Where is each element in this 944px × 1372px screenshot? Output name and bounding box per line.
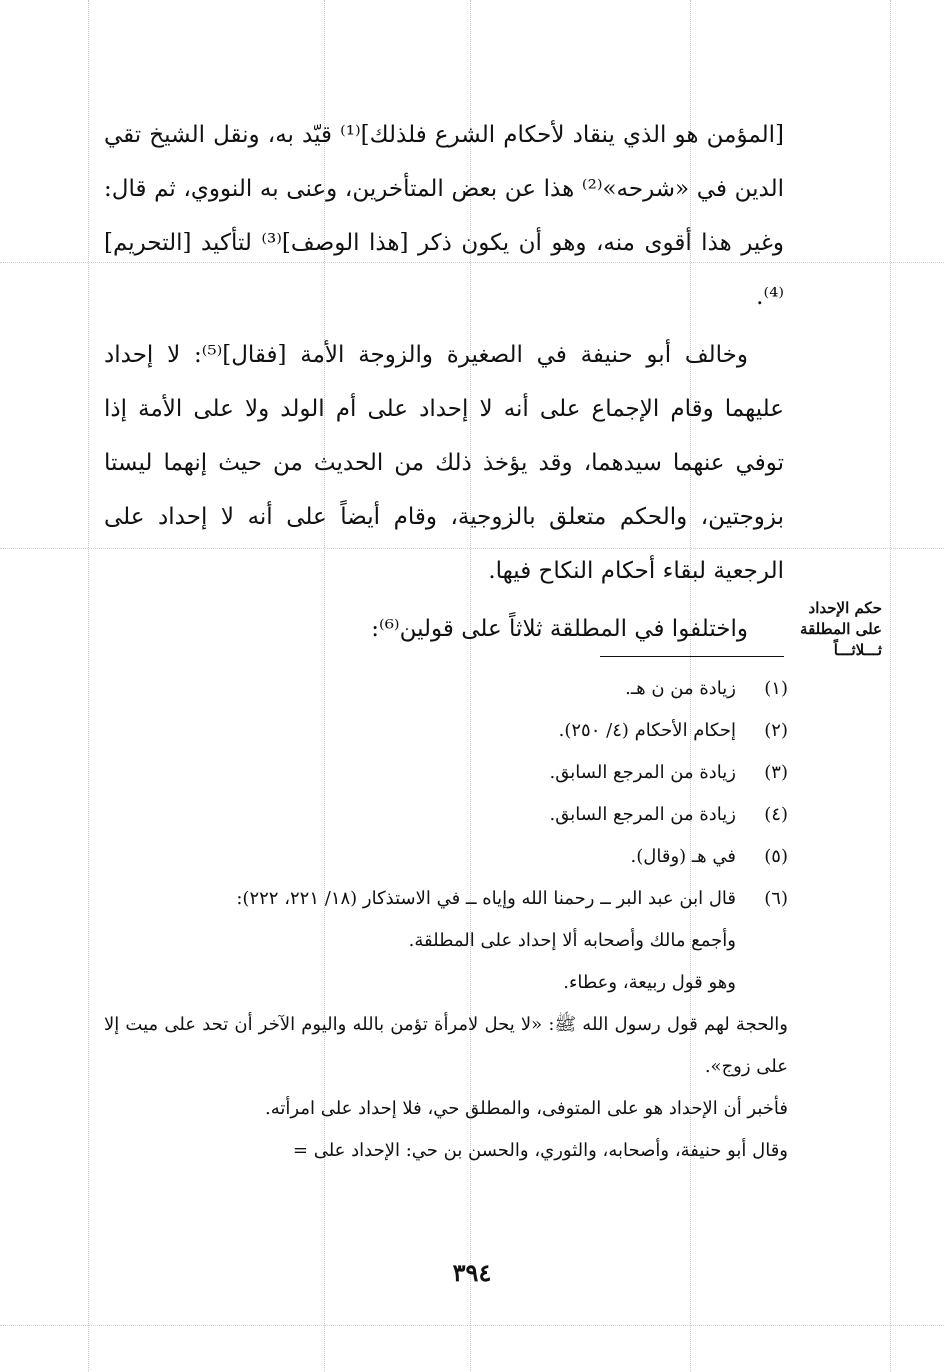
paragraph-1: [المؤمن هو الذي ينقاد لأحكام الشرع فلذلك]⁽¹⁾ قيّد به، ونقل الشيخ تقي الدين في «شرحه»⁽²⁾ هذا عن بعض المتأخرين، وعنى به النووي، ثم قال: وغير هذا أقوى منه، وهو أن يكون ذكر [هذا الوصف]⁽³⁾ لتأكيد [التحريم]⁽⁴⁾. (104, 122, 785, 310)
footnote (104, 668, 788, 710)
footnote-number: (٣) (764, 762, 788, 783)
margin-heading-line: حكم الإحداد (808, 599, 882, 617)
main-text (104, 108, 784, 656)
footnote-separator (600, 656, 784, 657)
footnote (104, 836, 788, 878)
paragraph-3: واختلفوا في المطلقة ثلاثاً على قولين⁽⁶⁾: (371, 616, 748, 642)
footnote-number: (٥) (764, 846, 788, 867)
paragraph-2: وخالف أبو حنيفة في الصغيرة والزوجة الأمة [فقال]⁽⁵⁾: لا إحداد عليهما وقام الإجماع على أنه لا إحداد على أم الولد ولا على الأمة إذا توفي عنهما سيدهما، وقد يؤخذ ذلك من الحديث من حيث إنهما ليستا بزوجتين، والحكم متعلق بالزوجية، وقام أيضاً على أنه لا إحداد على الرجعية لبقاء أحكام النكاح فيها. (104, 342, 784, 584)
footnote-number: (٤) (764, 804, 788, 825)
footnote (104, 752, 788, 794)
footnote (104, 710, 788, 752)
footnotes (104, 668, 788, 1172)
footnote-text: زيادة من المرجع السابق. (549, 762, 736, 783)
margin-heading-line: ثـــلاثـــاً (833, 641, 882, 659)
footnote-continuation: فأخبر أن الإحداد هو على المتوفى، والمطلق حي، فلا إحداد على امرأته. (265, 1098, 788, 1119)
footnote (104, 878, 788, 920)
footnote-number: (١) (764, 678, 788, 699)
margin-heading-line: على المطلقة (800, 620, 882, 638)
margin-heading (790, 598, 882, 661)
footnote-continuation: وأجمع مالك وأصحابه ألا إحداد على المطلقة. (408, 930, 736, 951)
footnote-continuation: وهو قول ربيعة، وعطاء. (563, 972, 736, 993)
margin-guide (88, 0, 89, 1372)
footnote-text: قال ابن عبد البر ــ رحمنا الله وإياه ــ في الاستذكار (١٨/ ٢٢١، ٢٢٢): (236, 888, 736, 909)
footnote-continuation: والحجة لهم قول رسول الله ﷺ: «لا يحل لامرأة تؤمن بالله واليوم الآخر أن تحد على ميت إلا على زوج». (104, 1014, 788, 1077)
footnote-text: زيادة من ن هـ. (625, 678, 736, 699)
margin-guide (0, 1325, 944, 1326)
footnote-number: (٦) (764, 888, 788, 909)
footnote-number: (٢) (764, 720, 788, 741)
footnote-text: في هـ (وقال). (630, 846, 736, 867)
footnote (104, 794, 788, 836)
footnote-continuation: وقال أبو حنيفة، وأصحابه، والثوري، والحسن بن حي: الإحداد على = (292, 1140, 788, 1161)
footnote-text: زيادة من المرجع السابق. (549, 804, 736, 825)
page-number: ٣٩٤ (452, 1258, 492, 1287)
footnote-text: إحكام الأحكام (٤/ ٢٥٠). (558, 720, 736, 741)
margin-guide (890, 0, 891, 1372)
